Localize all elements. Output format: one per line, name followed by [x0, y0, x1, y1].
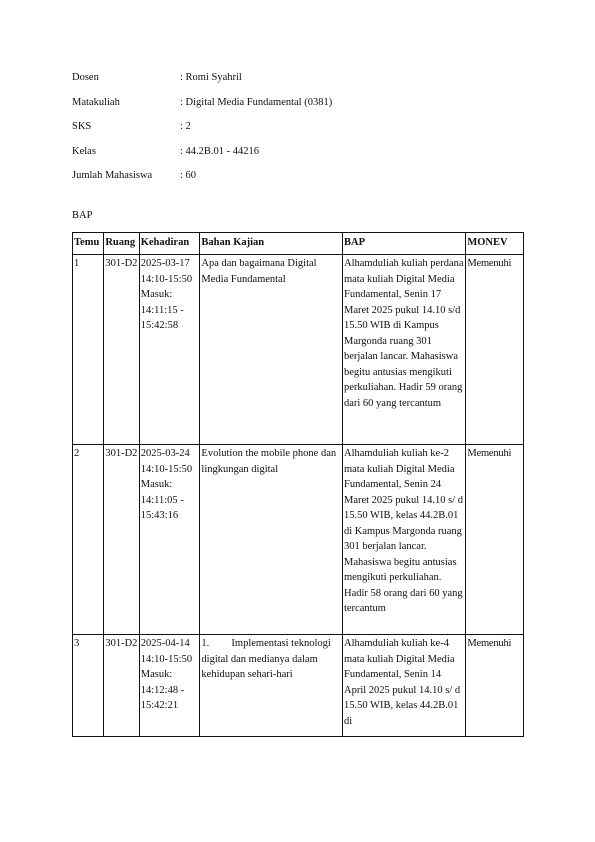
bap-table — [72, 232, 524, 737]
table-row — [73, 255, 524, 445]
cell-ruang: 301-D2 — [104, 445, 139, 635]
kelas-value: : 44.2B.01 - 44216 — [180, 145, 260, 157]
jumlah-mahasiswa-row — [72, 168, 532, 193]
cell-ruang: 301-D2 — [104, 635, 139, 737]
cell-kehadiran: 2025-03-24 14:10-15:50 Masuk: 14:11:05 - 15:43:16 — [139, 445, 200, 635]
cell-kehadiran: 2025-04-14 14:10-15:50 Masuk: 14:12:48 - 15:42:21 — [139, 635, 200, 737]
cell-kehadiran: 2025-03-17 14:10-15:50 Masuk: 14:11:15 - 15:42:58 — [139, 255, 200, 445]
cell-temu: 3 — [73, 635, 104, 737]
sks-label: SKS — [72, 121, 92, 132]
sks-row — [72, 119, 532, 144]
dosen-value: : Romi Syahril — [180, 72, 242, 83]
kelas-row — [72, 144, 532, 169]
cell-bap: Alhamduliah kuliah ke-2 mata kuliah Digital Media Fundamental, Senin 24 Maret 2025 pukul 14.10 s/ d 15.50 WIB, kelas 44.2B.01 di Kampus Margonda ruang 301 berjalan lancar. Mahasiswa begitu antusias mengikuti perkuliahan. Hadir 58 orang dari 60 yang tercantum — [342, 445, 465, 635]
jumlah-mahasiswa-value: : 60 — [180, 170, 197, 181]
cell-monev: Memenuhi — [466, 445, 524, 635]
matakuliah-row — [72, 95, 532, 120]
cell-bahan-kajian: Implementasi teknologi digital dan medianya dalam kehidupan sehari-hari — [201, 638, 331, 680]
header-bap: BAP — [342, 233, 465, 255]
header-bahan-kajian: Bahan Kajian — [200, 233, 343, 255]
cell-bahan-kajian: Evolution the mobile phone dan lingkungan digital — [200, 445, 343, 635]
cell-temu: 2 — [73, 445, 104, 635]
header-kehadiran: Kehadiran — [139, 233, 200, 255]
cell-ruang: 301-D2 — [104, 255, 139, 445]
dosen-row — [72, 70, 532, 95]
kelas-label: Kelas — [72, 145, 96, 157]
table-header-row — [73, 233, 524, 255]
list-number: 1. — [201, 638, 210, 649]
cell-bahan-kajian-list — [200, 635, 343, 737]
table-row — [73, 445, 524, 635]
matakuliah-value: : Digital Media Fundamental (0381) — [180, 96, 333, 108]
matakuliah-label: Matakuliah — [72, 96, 120, 108]
cell-bap: Alhamduliah kuliah perdana mata kuliah Digital Media Fundamental, Senin 17 Maret 2025 pukul 14.10 s/d 15.50 WIB di Kampus Margonda ruang 301 berjalan lancar. Mahasiswa begitu antusias mengikuti perkuliahan. Hadir 59 orang dari 60 yang tercantum — [342, 255, 465, 445]
sks-value: : 2 — [180, 121, 191, 132]
dosen-label: Dosen — [72, 72, 99, 83]
course-info — [72, 70, 532, 193]
cell-bahan-kajian: Apa dan bagaimana Digital Media Fundamental — [200, 255, 343, 445]
cell-bap: Alhamduliah kuliah ke-4 mata kuliah Digital Media Fundamental, Senin 14 April 2025 pukul 14.10 s/ d 15.50 WIB, kelas 44.2B.01 di — [342, 635, 465, 737]
cell-temu: 1 — [73, 255, 104, 445]
jumlah-mahasiswa-label: Jumlah Mahasiswa — [72, 170, 153, 181]
table-row — [73, 635, 524, 737]
cell-monev: Memenuhi — [466, 255, 524, 445]
header-ruang: Ruang — [104, 233, 139, 255]
cell-monev: Memenuhi — [466, 635, 524, 737]
header-temu: Temu — [73, 233, 104, 255]
section-title: BAP — [72, 210, 93, 221]
header-monev: MONEV — [466, 233, 524, 255]
